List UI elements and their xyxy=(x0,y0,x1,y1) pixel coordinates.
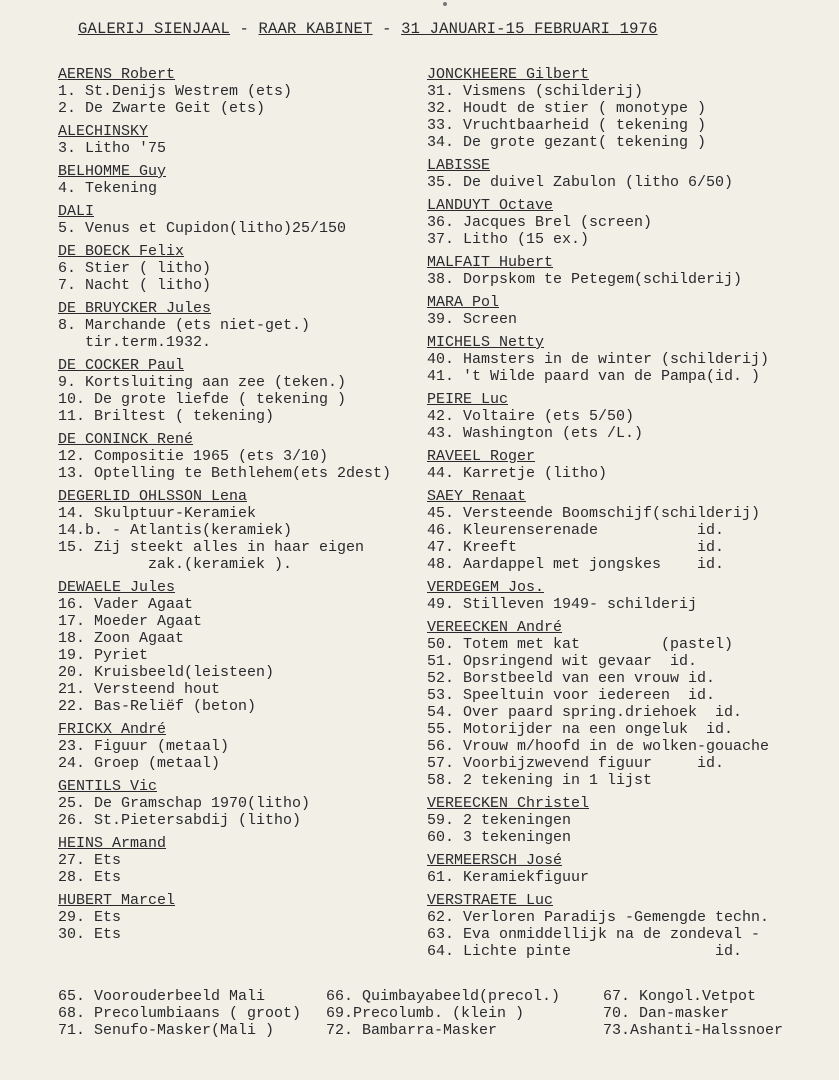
artist-name: SAEY Renaat xyxy=(427,488,527,505)
artwork-item: 69.Precolumb. (klein ) xyxy=(326,1005,525,1022)
artwork-item: tir.term.1932. xyxy=(58,334,212,351)
artwork-item: 65. Voorouderbeeld Mali xyxy=(58,988,266,1005)
artwork-item: 21. Versteend hout xyxy=(58,681,221,698)
gallery-name: GALERIJ SIENJAAL xyxy=(78,20,231,38)
artwork-item: 27. Ets xyxy=(58,852,122,869)
artwork-item: 73.Ashanti-Halssnoer xyxy=(603,1022,784,1039)
artwork-item: 44. Karretje (litho) xyxy=(427,465,608,482)
artwork-item: 20. Kruisbeeld(leisteen) xyxy=(58,664,275,681)
artwork-item: 54. Over paard spring.driehoek id. xyxy=(427,704,743,721)
artist-name: MARA Pol xyxy=(427,294,500,311)
artist-group xyxy=(58,778,418,829)
artwork-item: 25. De Gramschap 1970(litho) xyxy=(58,795,311,812)
artist-name: MICHELS Netty xyxy=(427,334,545,351)
artwork-item: 3. Litho '75 xyxy=(58,140,167,157)
artist-group xyxy=(427,66,837,151)
artwork-item: 26. St.Pietersabdij (litho) xyxy=(58,812,302,829)
artist-group xyxy=(427,391,837,442)
artwork-item: 64. Lichte pinte id. xyxy=(427,943,743,960)
artwork-item: 52. Borstbeeld van een vrouw id. xyxy=(427,670,716,687)
artwork-item: 12. Compositie 1965 (ets 3/10) xyxy=(58,448,329,465)
artist-name: VERDEGEM Jos. xyxy=(427,579,545,596)
artist-group xyxy=(427,488,837,573)
header-separator: - xyxy=(230,20,259,38)
artwork-item: 19. Pyriet xyxy=(58,647,149,664)
artwork-item: 39. Screen xyxy=(427,311,518,328)
artwork-item: 59. 2 tekeningen xyxy=(427,812,572,829)
artist-name: DE COCKER Paul xyxy=(58,357,185,374)
artist-name: DALI xyxy=(58,203,95,220)
artist-name: HEINS Armand xyxy=(58,835,167,852)
artwork-item: 70. Dan-masker xyxy=(603,1005,730,1022)
artwork-item: 4. Tekening xyxy=(58,180,158,197)
artwork-item: 41. 't Wilde paard van de Pampa(id. ) xyxy=(427,368,761,385)
artist-name: DE BRUYCKER Jules xyxy=(58,300,212,317)
artwork-item: 16. Vader Agaat xyxy=(58,596,194,613)
artwork-item: 55. Motorijder na een ongeluk id. xyxy=(427,721,734,738)
artwork-item: 51. Opsringend wit gevaar id. xyxy=(427,653,698,670)
artist-group xyxy=(58,431,418,482)
artist-group xyxy=(427,254,837,288)
punch-mark xyxy=(443,2,447,6)
artwork-item: 24. Groep (metaal) xyxy=(58,755,221,772)
artwork-item: 31. Vismens (schilderij) xyxy=(427,83,644,100)
artwork-item: 8. Marchande (ets niet-get.) xyxy=(58,317,311,334)
artist-name: LANDUYT Octave xyxy=(427,197,554,214)
artwork-item: 45. Versteende Boomschijf(schilderij) xyxy=(427,505,761,522)
artist-group xyxy=(58,488,418,573)
artwork-item: 9. Kortsluiting aan zee (teken.) xyxy=(58,374,347,391)
artwork-item: 57. Voorbijzwevend figuur id. xyxy=(427,755,725,772)
artwork-item: zak.(keramiek ). xyxy=(58,556,293,573)
artist-group xyxy=(58,243,418,294)
artwork-item: 53. Speeltuin voor iedereen id. xyxy=(427,687,716,704)
artist-group xyxy=(58,163,418,197)
artwork-item: 56. Vrouw m/hoofd in de wolken-gouache xyxy=(427,738,770,755)
artist-name: BELHOMME Guy xyxy=(58,163,167,180)
left-column xyxy=(58,66,418,949)
artwork-item: 40. Hamsters in de winter (schilderij) xyxy=(427,351,770,368)
artwork-item: 67. Kongol.Vetpot xyxy=(603,988,757,1005)
artist-group xyxy=(427,619,837,789)
header-separator: - xyxy=(372,20,402,38)
exhibition-title: RAAR KABINET xyxy=(258,20,373,38)
artist-group xyxy=(58,357,418,425)
artist-name: DEGERLID OHLSSON Lena xyxy=(58,488,248,505)
artwork-item: 71. Senufo-Masker(Mali ) xyxy=(58,1022,275,1039)
artist-group xyxy=(58,579,418,715)
artwork-item: 38. Dorpskom te Petegem(schilderij) xyxy=(427,271,743,288)
artwork-item: 63. Eva onmiddellijk na de zondeval - xyxy=(427,926,761,943)
exhibition-dates: 31 JANUARI-15 FEBRUARI 1976 xyxy=(401,20,658,38)
artwork-item: 42. Voltaire (ets 5/50) xyxy=(427,408,635,425)
artwork-item: 36. Jacques Brel (screen) xyxy=(427,214,653,231)
artwork-item: 34. De grote gezant( tekening ) xyxy=(427,134,707,151)
artist-group xyxy=(427,334,837,385)
artist-group xyxy=(58,835,418,886)
artwork-item: 61. Keramiekfiguur xyxy=(427,869,590,886)
artwork-item: 32. Houdt de stier ( monotype ) xyxy=(427,100,707,117)
artwork-item: 17. Moeder Agaat xyxy=(58,613,203,630)
artwork-item: 13. Optelling te Bethlehem(ets 2dest) xyxy=(58,465,392,482)
artist-name: DE CONINCK René xyxy=(58,431,194,448)
artwork-item: 47. Kreeft id. xyxy=(427,539,725,556)
artwork-item: 5. Venus et Cupidon(litho)25/150 xyxy=(58,220,347,237)
artwork-item: 29. Ets xyxy=(58,909,122,926)
artist-group xyxy=(58,203,418,237)
artist-group xyxy=(427,294,837,328)
artist-group xyxy=(58,66,418,117)
bottom-row xyxy=(58,1005,838,1022)
artist-name: RAVEEL Roger xyxy=(427,448,536,465)
artwork-item: 35. De duivel Zabulon (litho 6/50) xyxy=(427,174,734,191)
artwork-item: 62. Verloren Paradijs -Gemengde techn. xyxy=(427,909,770,926)
artwork-item: 30. Ets xyxy=(58,926,122,943)
artwork-item: 43. Washington (ets /L.) xyxy=(427,425,644,442)
artist-name: VERSTRAETE Luc xyxy=(427,892,554,909)
artist-group xyxy=(427,197,837,248)
artist-name: ALECHINSKY xyxy=(58,123,149,140)
artwork-item: 7. Nacht ( litho) xyxy=(58,277,212,294)
artist-name: DE BOECK Felix xyxy=(58,243,185,260)
artist-group xyxy=(58,892,418,943)
artist-group xyxy=(427,448,837,482)
artwork-item: 72. Bambarra-Masker xyxy=(326,1022,498,1039)
artist-name: VEREECKEN André xyxy=(427,619,563,636)
artwork-item: 66. Quimbayabeeld(precol.) xyxy=(326,988,561,1005)
artwork-item: 33. Vruchtbaarheid ( tekening ) xyxy=(427,117,707,134)
artist-group xyxy=(427,852,837,886)
artist-name: FRICKX André xyxy=(58,721,167,738)
artwork-item: 46. Kleurenserenade id. xyxy=(427,522,725,539)
artwork-item: 58. 2 tekening in 1 lijst xyxy=(427,772,653,789)
artist-group xyxy=(58,300,418,351)
artwork-item: 60. 3 tekeningen xyxy=(427,829,572,846)
artist-group xyxy=(58,721,418,772)
artwork-item: 37. Litho (15 ex.) xyxy=(427,231,590,248)
artwork-item: 48. Aardappel met jongskes id. xyxy=(427,556,725,573)
artwork-item: 23. Figuur (metaal) xyxy=(58,738,230,755)
artist-group xyxy=(58,123,418,157)
artwork-item: 14.b. - Atlantis(keramiek) xyxy=(58,522,293,539)
artwork-item: 11. Briltest ( tekening) xyxy=(58,408,275,425)
artwork-item: 6. Stier ( litho) xyxy=(58,260,212,277)
artist-name: VEREECKEN Christel xyxy=(427,795,590,812)
artwork-item: 15. Zij steekt alles in haar eigen xyxy=(58,539,365,556)
artwork-item: 14. Skulptuur-Keramiek xyxy=(58,505,257,522)
bottom-items xyxy=(58,988,838,1039)
artwork-item: 1. St.Denijs Westrem (ets) xyxy=(58,83,293,100)
artwork-item: 49. Stilleven 1949- schilderij xyxy=(427,596,698,613)
bottom-row xyxy=(58,988,838,1005)
artwork-item: 18. Zoon Agaat xyxy=(58,630,185,647)
artist-name: DEWAELE Jules xyxy=(58,579,176,596)
artist-group xyxy=(427,157,837,191)
right-column xyxy=(427,66,837,966)
artist-name: MALFAIT Hubert xyxy=(427,254,554,271)
artist-name: GENTILS Vic xyxy=(58,778,158,795)
artwork-item: 68. Precolumbiaans ( groot) xyxy=(58,1005,302,1022)
artist-name: JONCKHEERE Gilbert xyxy=(427,66,590,83)
artist-name: PEIRE Luc xyxy=(427,391,509,408)
artist-name: LABISSE xyxy=(427,157,491,174)
bottom-row xyxy=(58,1022,838,1039)
artist-group xyxy=(427,795,837,846)
artwork-item: 50. Totem met kat (pastel) xyxy=(427,636,734,653)
artwork-item: 28. Ets xyxy=(58,869,122,886)
document-header xyxy=(78,20,798,38)
artist-name: VERMEERSCH José xyxy=(427,852,563,869)
artist-group xyxy=(427,579,837,613)
artwork-item: 10. De grote liefde ( tekening ) xyxy=(58,391,347,408)
artist-name: HUBERT Marcel xyxy=(58,892,176,909)
artwork-item: 22. Bas-Reliëf (beton) xyxy=(58,698,257,715)
artist-name: AERENS Robert xyxy=(58,66,176,83)
artwork-item: 2. De Zwarte Geit (ets) xyxy=(58,100,266,117)
artist-group xyxy=(427,892,837,960)
